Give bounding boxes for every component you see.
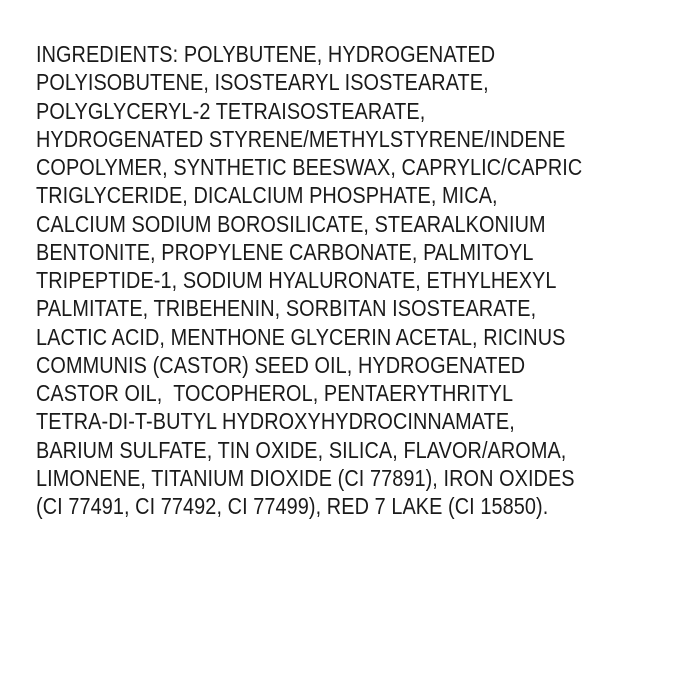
ingredients-line: POLYGLYCERYL-2 TETRAISOSTEARATE, — [36, 97, 426, 124]
ingredients-line: CASTOR OIL, TOCOPHEROL, PENTAERYTHRITYL — [36, 380, 514, 406]
ingredients-text-block — [36, 40, 582, 520]
ingredients-line: PALMITATE, TRIBEHENIN, SORBITAN ISOSTEARATE, — [36, 295, 537, 322]
ingredients-line: BARIUM SULFATE, TIN OXIDE, SILICA, FLAVOR/AROMA, — [36, 436, 567, 463]
ingredients-line: (CI 77491, CI 77492, CI 77499), RED 7 LAKE (CI 15850). — [36, 493, 549, 519]
ingredients-line: BENTONITE, PROPYLENE CARBONATE, PALMITOYL — [36, 238, 534, 265]
ingredients-line: TRIPEPTIDE-1, SODIUM HYALURONATE, ETHYLHEXYL — [36, 267, 557, 293]
ingredients-line: LACTIC ACID, MENTHONE GLYCERIN ACETAL, RICINUS — [36, 323, 566, 350]
ingredients-line: CALCIUM SODIUM BOROSILICATE, STEARALKONIUM — [36, 210, 546, 237]
ingredients-line: HYDROGENATED STYRENE/METHYLSTYRENE/INDENE — [36, 125, 566, 152]
ingredients-line: INGREDIENTS: POLYBUTENE, HYDROGENATED — [36, 41, 496, 67]
ingredients-line: COMMUNIS (CASTOR) SEED OIL, HYDROGENATED — [36, 351, 526, 378]
ingredients-line: POLYISOBUTENE, ISOSTEARYL ISOSTEARATE, — [36, 69, 489, 96]
ingredients-line: TETRA-DI-T-BUTYL HYDROXYHYDROCINNAMATE, — [36, 408, 515, 435]
ingredients-line: LIMONENE, TITANIUM DIOXIDE (CI 77891), IRON OXIDES — [36, 464, 575, 491]
ingredients-line: TRIGLYCERIDE, DICALCIUM PHOSPHATE, MICA, — [36, 182, 498, 209]
ingredients-line: COPOLYMER, SYNTHETIC BEESWAX, CAPRYLIC/CAPRIC — [36, 154, 583, 180]
